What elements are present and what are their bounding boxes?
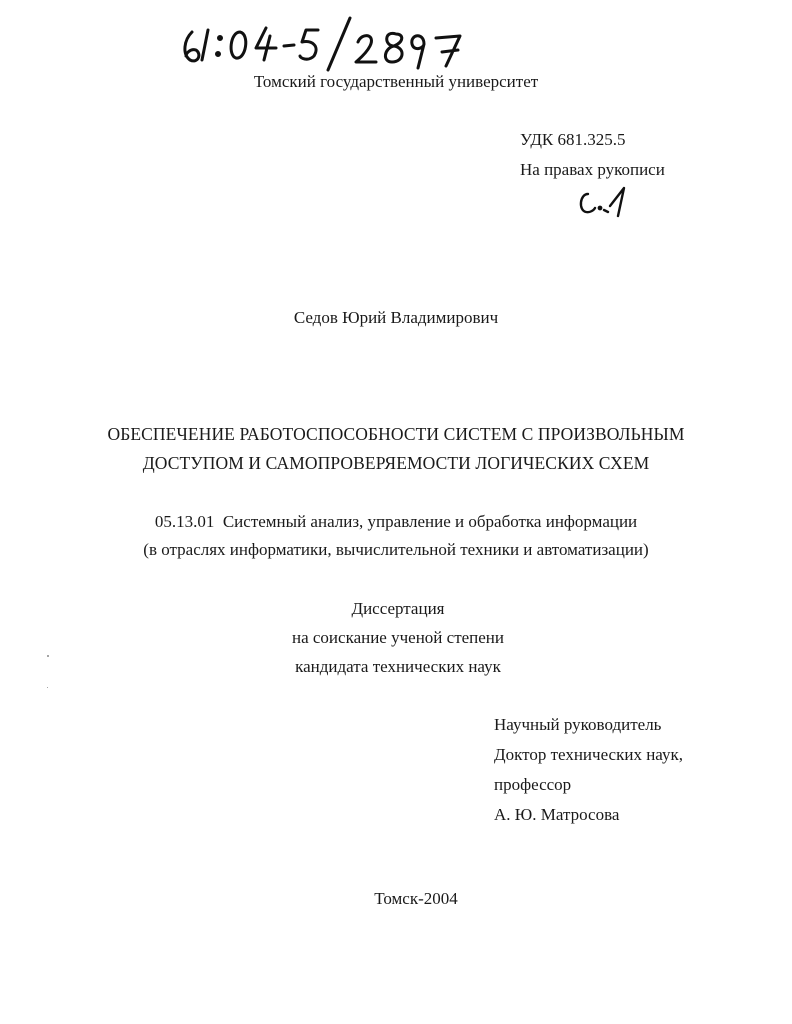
dissertation-title-line-2: ДОСТУПОМ И САМОПРОВЕРЯЕМОСТИ ЛОГИЧЕСКИХ СХЕМ [142, 453, 650, 473]
specialty-code: 05.13.01 [154, 512, 215, 531]
supervisor-degree: Доктор технических наук, [494, 745, 683, 764]
manuscript-rights-label: На правах рукописи [520, 160, 665, 179]
scan-speck [47, 687, 48, 688]
specialty-name: Системный анализ, управление и обработка информации [222, 512, 638, 531]
university-name: Томский государственный университет [253, 72, 539, 91]
supervisor-name: А. Ю. Матросова [494, 805, 620, 824]
specialty-scope: (в отраслях информатики, вычислительной техники и автоматизации) [143, 540, 649, 559]
degree-level: кандидата технических наук [295, 657, 501, 676]
scan-speck [47, 655, 49, 657]
degree-purpose: на соискание ученой степени [291, 628, 505, 647]
archive-number-handwritten [178, 10, 478, 72]
dissertation-title-line-1: ОБЕСПЕЧЕНИЕ РАБОТОСПОСОБНОСТИ СИСТЕМ С ПРОИЗВОЛЬНЫМ [107, 424, 685, 444]
supervisor-rank: профессор [494, 775, 572, 794]
author-name: Седов Юрий Владимирович [293, 308, 499, 327]
specialty-line [0, 512, 792, 532]
degree-type: Диссертация [351, 599, 445, 618]
signature-mark [574, 182, 634, 222]
udc-code: УДК 681.325.5 [520, 130, 626, 149]
supervisor-label: Научный руководитель [494, 715, 662, 734]
place-year: Томск-2004 [374, 889, 458, 908]
